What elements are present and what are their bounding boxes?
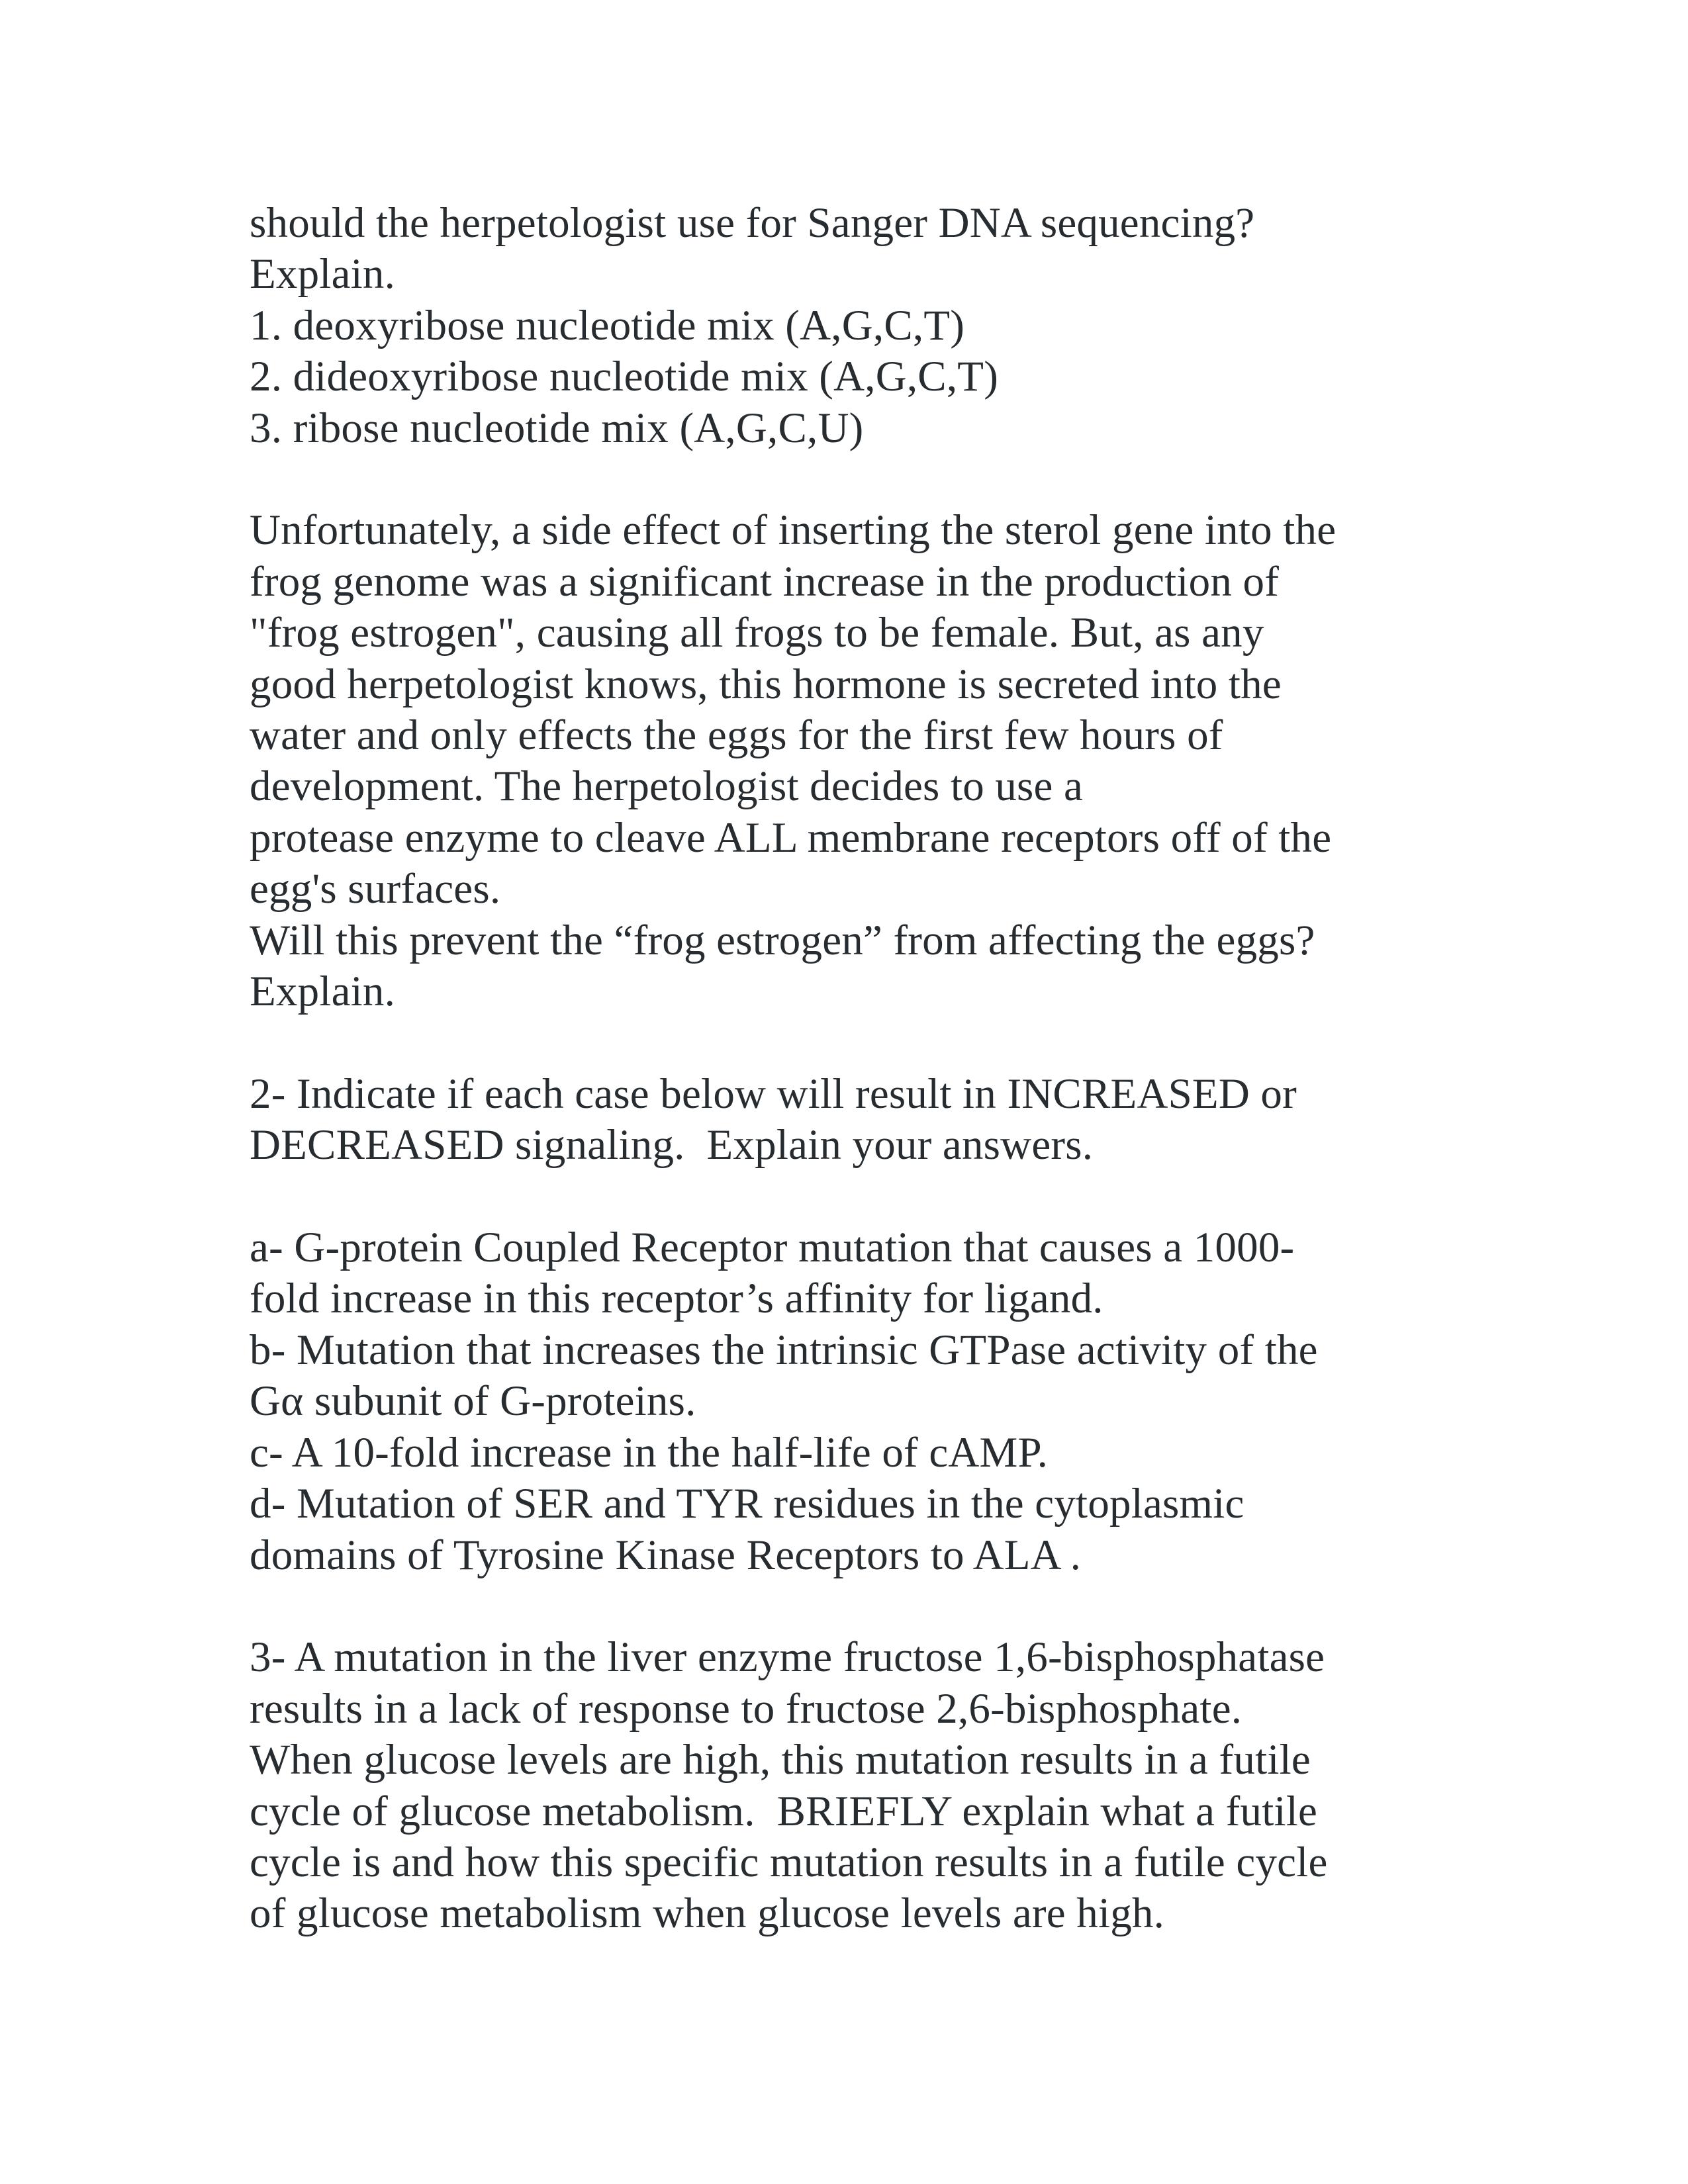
text-line: fold increase in this receptor’s affinity for ligand. <box>250 1275 1103 1323</box>
paragraph-question-3 <box>250 1632 1573 1939</box>
text-line: Explain. <box>250 250 396 298</box>
text-line: development. The herpetologist decides to use a <box>250 762 1084 811</box>
text-line: 2- Indicate if each case below will result in INCREASED or <box>250 1069 1297 1118</box>
text-line: should the herpetologist use for Sanger DNA sequencing? <box>250 199 1255 247</box>
text-line: 1. deoxyribose nucleotide mix (A,G,C,T) <box>250 301 965 349</box>
text-line: 2. dideoxyribose nucleotide mix (A,G,C,T) <box>250 353 999 401</box>
text-line: protease enzyme to cleave ALL membrane receptors off of the <box>250 813 1332 862</box>
text-line: "frog estrogen", causing all frogs to be female. But, as any <box>250 609 1264 657</box>
text-line: DECREASED signaling. Explain your answers. <box>250 1121 1094 1169</box>
text-line: Will this prevent the “frog estrogen” from affecting the eggs? <box>250 916 1315 964</box>
text-line: 3. ribose nucleotide mix (A,G,C,U) <box>250 404 864 452</box>
text-line: d- Mutation of SER and TYR residues in the cytoplasmic <box>250 1480 1244 1528</box>
text-line: a- G-protein Coupled Receptor mutation that causes a 1000- <box>250 1224 1295 1272</box>
document-text-block <box>250 198 1573 1940</box>
text-line: domains of Tyrosine Kinase Receptors to ALA . <box>250 1531 1082 1579</box>
paragraph-sanger-question <box>250 198 1573 454</box>
text-line: of glucose metabolism when glucose levels are high. <box>250 1889 1165 1938</box>
text-line: egg's surfaces. <box>250 865 501 913</box>
text-line: good herpetologist knows, this hormone is secreted into the <box>250 660 1282 708</box>
text-line: water and only effects the eggs for the first few hours of <box>250 711 1223 760</box>
text-line: Gα subunit of G-proteins. <box>250 1377 696 1426</box>
text-line: Unfortunately, a side effect of inserting the sterol gene into the <box>250 506 1336 555</box>
text-line: cycle is and how this specific mutation results in a futile cycle <box>250 1838 1328 1886</box>
text-line: 3- A mutation in the liver enzyme fructose 1,6-bisphosphatase <box>250 1633 1325 1682</box>
text-line: c- A 10-fold increase in the half-life of cAMP. <box>250 1428 1049 1477</box>
paragraph-frog-estrogen <box>250 505 1573 1017</box>
text-line: frog genome was a significant increase in the production of <box>250 557 1280 606</box>
paragraph-question-2 <box>250 1069 1573 1171</box>
paragraph-question-2-cases <box>250 1222 1573 1581</box>
text-line: cycle of glucose metabolism. BRIEFLY explain what a futile <box>250 1787 1318 1835</box>
text-line: b- Mutation that increases the intrinsic GTPase activity of the <box>250 1326 1318 1374</box>
text-line: results in a lack of response to fructose 2,6-bisphosphate. <box>250 1684 1243 1733</box>
text-line: When glucose levels are high, this mutation results in a futile <box>250 1736 1311 1784</box>
text-line: Explain. <box>250 968 396 1016</box>
